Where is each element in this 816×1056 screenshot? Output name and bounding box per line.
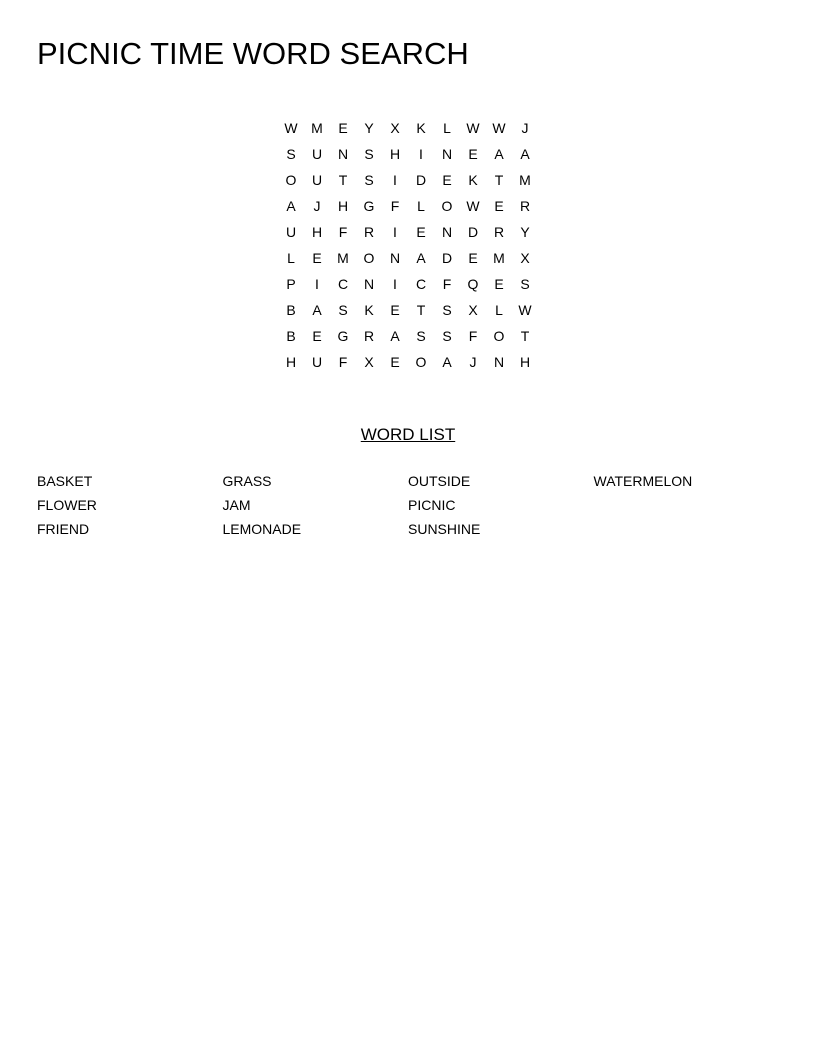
grid-letter: T (520, 328, 530, 344)
grid-letter: W (284, 120, 298, 136)
grid-letter: N (389, 250, 401, 266)
grid-letter: E (312, 250, 322, 266)
grid-letter: H (311, 224, 323, 240)
word-list-column (594, 469, 780, 541)
grid-letter: K (468, 172, 478, 188)
word-list-heading (0, 424, 816, 446)
grid-letter: F (338, 354, 348, 370)
grid-letter: S (442, 328, 452, 344)
grid-letter: W (466, 120, 480, 136)
grid-letter: H (337, 198, 349, 214)
grid-letter: D (467, 224, 479, 240)
grid-letter: M (519, 172, 531, 188)
page-title: PICNIC TIME WORD SEARCH (37, 36, 469, 71)
grid-letter: O (285, 172, 297, 188)
grid-letter: R (363, 224, 375, 240)
grid-row (278, 194, 538, 220)
grid-letter: J (313, 198, 321, 214)
grid-letter: A (416, 250, 426, 266)
grid-letter: H (285, 354, 297, 370)
grid-letter: T (494, 172, 504, 188)
grid-letter: K (364, 302, 374, 318)
word-list-item: BASKET (37, 473, 93, 489)
grid-letter: L (417, 198, 425, 214)
grid-letter: E (416, 224, 426, 240)
grid-letter: A (286, 198, 296, 214)
grid-letter: E (494, 198, 504, 214)
grid-letter: S (520, 276, 530, 292)
grid-letter: A (494, 146, 504, 162)
word-list-heading-text: WORD LIST (360, 425, 456, 444)
grid-letter: T (338, 172, 348, 188)
grid-letter: I (419, 146, 423, 162)
grid-letter: U (285, 224, 297, 240)
grid-letter: S (286, 146, 296, 162)
word-list-item: FRIEND (37, 521, 90, 537)
word-list-column (37, 469, 223, 541)
grid-letter: L (443, 120, 451, 136)
grid-row (278, 298, 538, 324)
grid-row (278, 272, 538, 298)
word-list (37, 469, 779, 541)
grid-letter: E (338, 120, 348, 136)
grid-row (278, 246, 538, 272)
grid-letter: Q (467, 276, 479, 292)
word-list-item: FLOWER (37, 497, 97, 513)
grid-letter: G (363, 198, 375, 214)
grid-row (278, 142, 538, 168)
grid-letter: N (493, 354, 505, 370)
grid-letter: X (390, 120, 400, 136)
word-search-grid (278, 116, 538, 376)
word-list-item: SUNSHINE (408, 521, 481, 537)
grid-letter: A (520, 146, 530, 162)
word-list-item: WATERMELON (593, 473, 693, 489)
grid-letter: N (337, 146, 349, 162)
grid-letter: F (468, 328, 478, 344)
word-list-column (408, 469, 594, 541)
word-list-item: PICNIC (408, 497, 456, 513)
grid-letter: L (287, 250, 295, 266)
grid-letter: X (364, 354, 374, 370)
grid-letter: N (441, 224, 453, 240)
grid-letter: E (390, 354, 400, 370)
grid-letter: P (286, 276, 296, 292)
word-list-item: JAM (222, 497, 251, 513)
grid-letter: F (390, 198, 400, 214)
grid-letter: C (415, 276, 427, 292)
grid-letter: W (492, 120, 506, 136)
word-list-column (223, 469, 409, 541)
grid-letter: A (390, 328, 400, 344)
grid-letter: U (311, 146, 323, 162)
word-list-item: LEMONADE (222, 521, 302, 537)
grid-letter: G (337, 328, 349, 344)
grid-letter: S (442, 302, 452, 318)
grid-letter: M (337, 250, 349, 266)
grid-letter: N (363, 276, 375, 292)
grid-letter: A (442, 354, 452, 370)
grid-letter: B (286, 328, 296, 344)
grid-letter: D (415, 172, 427, 188)
grid-row (278, 220, 538, 246)
grid-letter: E (312, 328, 322, 344)
grid-row (278, 324, 538, 350)
grid-letter: E (468, 250, 478, 266)
grid-letter: Y (364, 120, 374, 136)
grid-letter: J (469, 354, 477, 370)
grid-letter: S (338, 302, 348, 318)
grid-letter: I (393, 276, 397, 292)
grid-letter: O (415, 354, 427, 370)
grid-letter: U (311, 172, 323, 188)
grid-letter: S (416, 328, 426, 344)
grid-letter: L (495, 302, 503, 318)
grid-letter: C (337, 276, 349, 292)
grid-letter: T (416, 302, 426, 318)
grid-letter: E (442, 172, 452, 188)
grid-letter: E (390, 302, 400, 318)
grid-letter: I (393, 172, 397, 188)
grid-letter: S (364, 146, 374, 162)
grid-letter: I (315, 276, 319, 292)
grid-letter: E (468, 146, 478, 162)
grid-letter: F (338, 224, 348, 240)
grid-letter: U (311, 354, 323, 370)
grid-letter: S (364, 172, 374, 188)
word-list-item: OUTSIDE (408, 473, 471, 489)
grid-letter: H (519, 354, 531, 370)
grid-letter: J (521, 120, 529, 136)
grid-letter: M (311, 120, 323, 136)
grid-letter: R (519, 198, 531, 214)
word-list-item: GRASS (222, 473, 272, 489)
grid-letter: O (493, 328, 505, 344)
grid-row (278, 350, 538, 376)
grid-letter: F (442, 276, 452, 292)
grid-letter: H (389, 146, 401, 162)
grid-row (278, 116, 538, 142)
grid-letter: O (441, 198, 453, 214)
grid-letter: W (518, 302, 532, 318)
grid-letter: X (520, 250, 530, 266)
grid-letter: R (493, 224, 505, 240)
grid-letter: K (416, 120, 426, 136)
grid-letter: O (363, 250, 375, 266)
grid-letter: M (493, 250, 505, 266)
grid-letter: Y (520, 224, 530, 240)
grid-letter: I (393, 224, 397, 240)
grid-letter: W (466, 198, 480, 214)
grid-letter: B (286, 302, 296, 318)
grid-letter: D (441, 250, 453, 266)
grid-letter: X (468, 302, 478, 318)
grid-letter: N (441, 146, 453, 162)
grid-row (278, 168, 538, 194)
grid-letter: E (494, 276, 504, 292)
grid-letter: R (363, 328, 375, 344)
grid-letter: A (312, 302, 322, 318)
